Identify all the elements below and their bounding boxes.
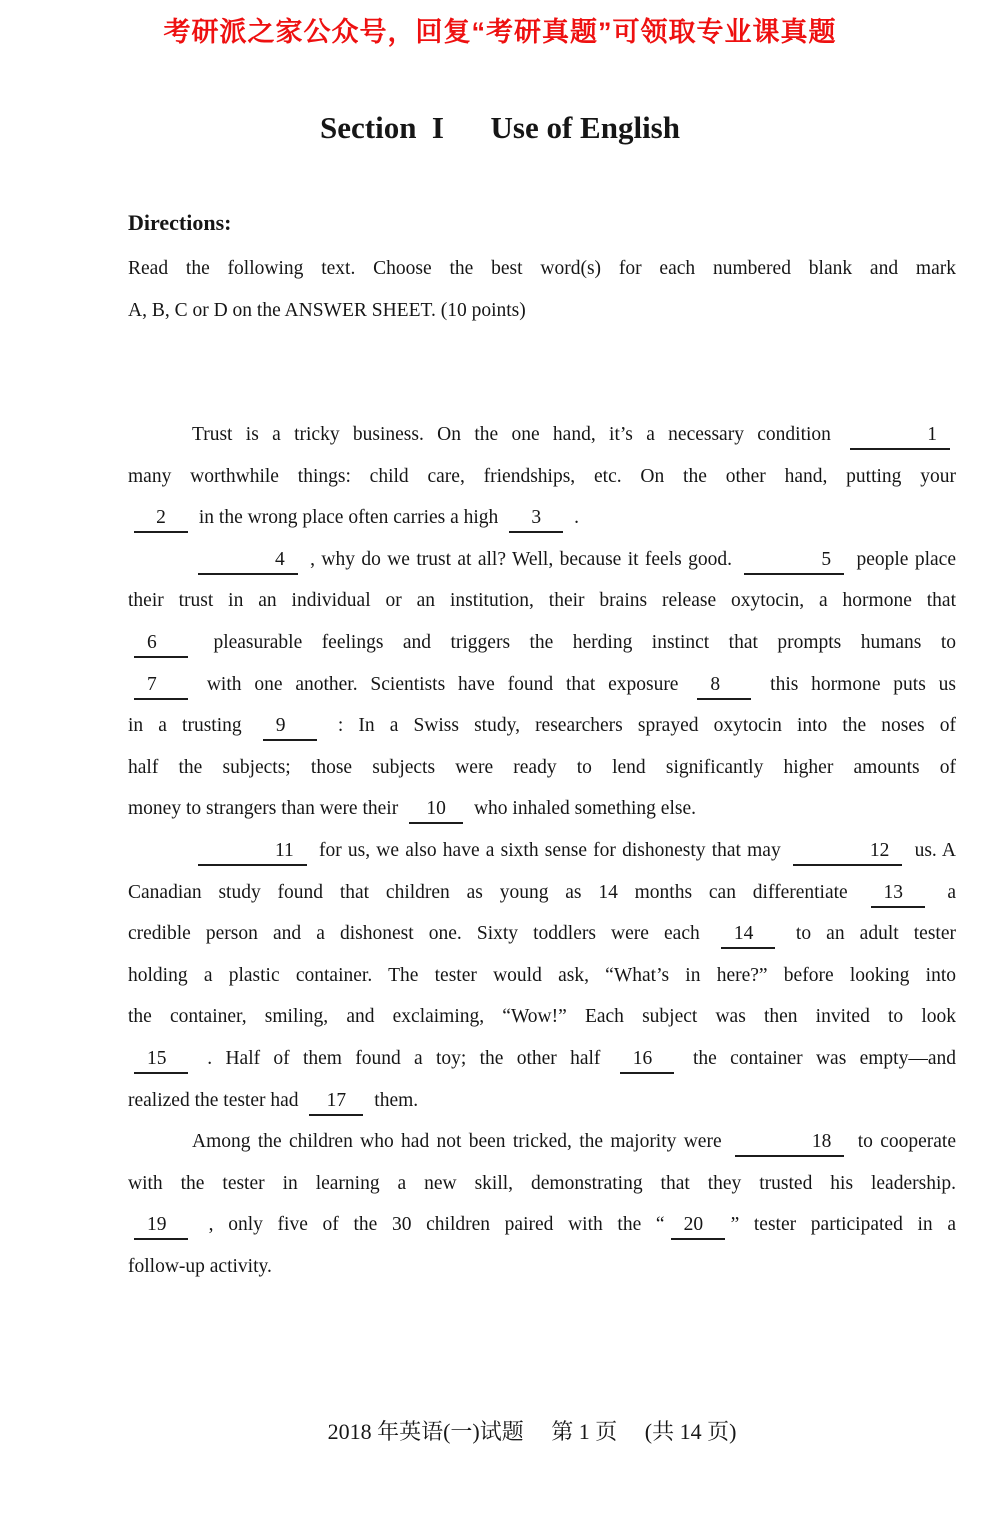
text-line xyxy=(128,1204,956,1246)
text-line xyxy=(128,788,956,830)
text-line xyxy=(128,955,956,997)
blank-15: 15 xyxy=(134,1048,188,1074)
text-line xyxy=(128,1038,956,1080)
text-segment: us. A xyxy=(908,839,956,861)
blank-5: 5 xyxy=(744,549,844,575)
blank-6: 6 xyxy=(134,632,188,658)
blank-3: 3 xyxy=(509,507,563,533)
text-segment: credible person and a dishonest one. Sixty toddlers were each xyxy=(128,923,715,945)
directions-label: Directions: xyxy=(128,210,232,235)
blank-9: 9 xyxy=(263,715,317,741)
text-line xyxy=(128,622,956,664)
section-title: Section I Use of English xyxy=(320,110,680,145)
text-segment: holding a plastic container. The tester would ask, “What’s in here?” before looking into xyxy=(128,964,956,986)
text-segment: : In a Swiss study, researchers sprayed oxytocin into the noses of xyxy=(322,715,956,737)
text-line xyxy=(128,830,956,872)
blank-17: 17 xyxy=(309,1090,363,1116)
text-segment: many worthwhile things: child care, friendships, etc. On the other hand, putting your xyxy=(128,465,956,487)
text-line xyxy=(128,913,956,955)
promo-banner: 考研派之家公众号，回复“考研真题”可领取专业课真题 xyxy=(163,17,837,47)
text-segment: the container was empty—and xyxy=(679,1047,956,1069)
text-segment: ” tester participated in a xyxy=(730,1214,956,1236)
blank-18: 18 xyxy=(735,1131,845,1157)
text-line xyxy=(128,1246,956,1288)
blank-20: 20 xyxy=(671,1214,725,1240)
directions-text-line-2: A, B, C or D on the ANSWER SHEET. (10 points) xyxy=(128,299,526,321)
text-segment: with one another. Scientists have found that exposure xyxy=(194,673,692,695)
blank-7: 7 xyxy=(134,674,188,700)
text-segment: follow-up activity. xyxy=(128,1255,272,1277)
text-line xyxy=(128,996,956,1038)
blank-12: 12 xyxy=(793,840,903,866)
text-line xyxy=(128,539,956,581)
blank-16: 16 xyxy=(620,1048,674,1074)
passage xyxy=(128,414,956,1287)
text-segment: in the wrong place often carries a high xyxy=(194,507,504,529)
text-segment: Trust is a tricky business. On the one hand, it’s a necessary condition xyxy=(192,424,845,445)
text-segment: for us, we also have a sixth sense for dishonesty that may xyxy=(312,839,787,861)
text-segment: a xyxy=(930,881,956,903)
text-segment: with the tester in learning a new skill, demonstrating that they trusted his leadership. xyxy=(128,1172,956,1194)
page-footer: 2018 年英语(一)试题 第 1 页 (共 14 页) xyxy=(327,1419,737,1444)
text-segment: them. xyxy=(369,1089,419,1111)
text-segment: Canadian study found that children as young as 14 months can differentiate xyxy=(128,881,865,903)
text-segment: people place xyxy=(850,548,956,570)
text-segment: Among the children who had not been tricked, the majority were xyxy=(192,1131,729,1153)
blank-10: 10 xyxy=(409,798,463,824)
text-segment: realized the tester had xyxy=(128,1089,304,1111)
text-segment: in a trusting xyxy=(128,715,257,737)
text-segment: pleasurable feelings and triggers the herding instinct that prompts humans to xyxy=(194,631,956,653)
text-segment: to cooperate xyxy=(850,1131,956,1153)
blank-8: 8 xyxy=(697,674,751,700)
blank-14: 14 xyxy=(721,923,775,949)
text-segment: to an adult tester xyxy=(780,923,956,945)
blank-13: 13 xyxy=(871,882,925,908)
text-line xyxy=(128,705,956,747)
text-segment: , why do we trust at all? Well, because it feels good. xyxy=(303,548,739,570)
blank-11: 11 xyxy=(198,840,307,866)
directions-body xyxy=(128,248,956,331)
text-segment: their trust in an individual or an institution, their brains release oxytocin, a hormone that xyxy=(128,590,956,612)
text-segment: who inhaled something else. xyxy=(469,798,696,820)
text-line xyxy=(128,872,956,914)
text-segment: the container, smiling, and exclaiming, “Wow!” Each subject was then invited to look xyxy=(128,1006,956,1028)
text-line xyxy=(128,580,956,622)
text-line xyxy=(128,747,956,789)
text-line xyxy=(128,414,956,456)
blank-19: 19 xyxy=(134,1214,188,1240)
blank-1: 1 xyxy=(850,424,950,450)
text-segment: , only five of the 30 children paired with the “ xyxy=(194,1214,665,1236)
text-segment: money to strangers than were their xyxy=(128,798,404,820)
text-line xyxy=(128,664,956,706)
text-line xyxy=(128,1121,956,1163)
blank-4: 4 xyxy=(198,549,298,575)
text-segment: . Half of them found a toy; the other half xyxy=(194,1047,614,1069)
text-line xyxy=(128,1080,956,1122)
blank-2: 2 xyxy=(134,507,188,533)
directions-text-line-1: Read the following text. Choose the best word(s) for each numbered blank and mark xyxy=(128,258,956,279)
text-line xyxy=(128,1163,956,1205)
text-line xyxy=(128,497,956,539)
text-segment: half the subjects; those subjects were ready to lend significantly higher amounts of xyxy=(128,756,956,778)
text-segment: this hormone puts us xyxy=(757,673,956,695)
text-segment: . xyxy=(569,507,579,529)
text-line xyxy=(128,456,956,498)
